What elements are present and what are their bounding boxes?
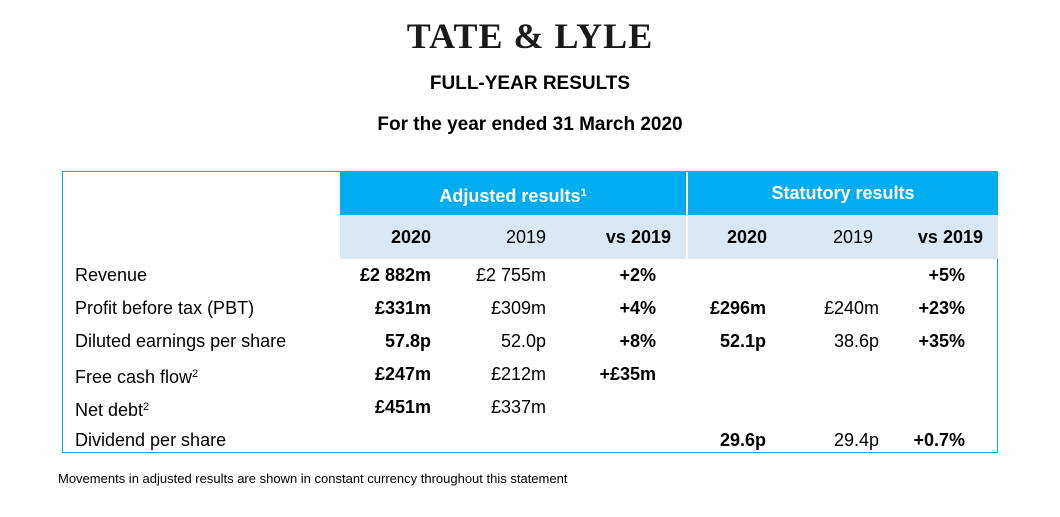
- row-label-text: Revenue: [75, 265, 148, 285]
- cell-adj-2019: £2 755m: [475, 265, 546, 285]
- adjusted-results-header: [340, 172, 686, 215]
- page-title: FULL-YEAR RESULTS: [429, 73, 631, 94]
- table-row: [63, 424, 997, 457]
- cell-stat-2020: £296m: [709, 298, 766, 318]
- cell-stat-vs2019: +0.7%: [913, 430, 965, 450]
- cell-adj-vs2019: +4%: [619, 298, 656, 318]
- adjusted-results-label: Adjusted results: [439, 186, 581, 206]
- col-header-adj-2019: 2019: [505, 227, 546, 247]
- row-label-text: Profit before tax (PBT): [75, 298, 255, 318]
- cell-stat-2020: 29.6p: [719, 430, 766, 450]
- cell-adj-2019: 52.0p: [500, 331, 546, 351]
- page-subtitle: For the year ended 31 March 2020: [377, 114, 683, 135]
- cell-stat-vs2019: +5%: [928, 265, 965, 285]
- cell-adj-2019: £337m: [490, 397, 546, 417]
- adjusted-year-header-row: [340, 215, 686, 259]
- cell-adj-vs2019: +2%: [619, 265, 656, 285]
- footnote-marker: 2: [192, 368, 199, 380]
- cell-adj-2020: £451m: [374, 397, 431, 417]
- col-header-adj-vs2019: vs 2019: [605, 227, 671, 247]
- statutory-year-header-row: [688, 215, 998, 259]
- cell-adj-2020: £2 882m: [359, 265, 431, 285]
- cell-stat-vs2019: +23%: [918, 298, 965, 318]
- row-label-text: Net debt: [75, 400, 144, 420]
- cell-adj-2019: £212m: [490, 364, 546, 384]
- cell-stat-2020: 52.1p: [719, 331, 766, 351]
- table-row: [63, 391, 997, 424]
- table-row: [63, 358, 997, 391]
- col-header-stat-2019: 2019: [832, 227, 873, 247]
- cell-stat-2019: 29.4p: [833, 430, 879, 450]
- row-label-text: Diluted earnings per share: [75, 331, 287, 351]
- cell-stat-vs2019: +35%: [918, 331, 965, 351]
- col-header-stat-vs2019: vs 2019: [917, 227, 983, 247]
- cell-stat-2019: 38.6p: [833, 331, 879, 351]
- company-logo: TATE & LYLE: [406, 16, 654, 56]
- cell-adj-vs2019: +£35m: [599, 364, 656, 384]
- col-header-stat-2020: 2020: [726, 227, 767, 247]
- table-row: [63, 292, 997, 325]
- cell-adj-2020: £247m: [374, 364, 431, 384]
- cell-stat-2019: £240m: [823, 298, 879, 318]
- footnote-marker: 2: [143, 401, 150, 413]
- cell-adj-2020: £331m: [374, 298, 431, 318]
- footnote: Movements in adjusted results are shown in constant currency throughout this statement: [58, 471, 568, 486]
- cell-adj-2020: 57.8p: [384, 331, 431, 351]
- table-row: [63, 259, 997, 292]
- cell-adj-vs2019: +8%: [619, 331, 656, 351]
- cell-adj-2019: £309m: [490, 298, 546, 318]
- col-header-adj-2020: 2020: [390, 227, 431, 247]
- row-label-text: Free cash flow: [75, 367, 193, 387]
- row-label-text: Dividend per share: [75, 430, 227, 450]
- statutory-results-header: Statutory results: [688, 172, 998, 215]
- table-row: [63, 325, 997, 358]
- results-table: [62, 171, 998, 453]
- footnote-marker: 1: [580, 187, 587, 199]
